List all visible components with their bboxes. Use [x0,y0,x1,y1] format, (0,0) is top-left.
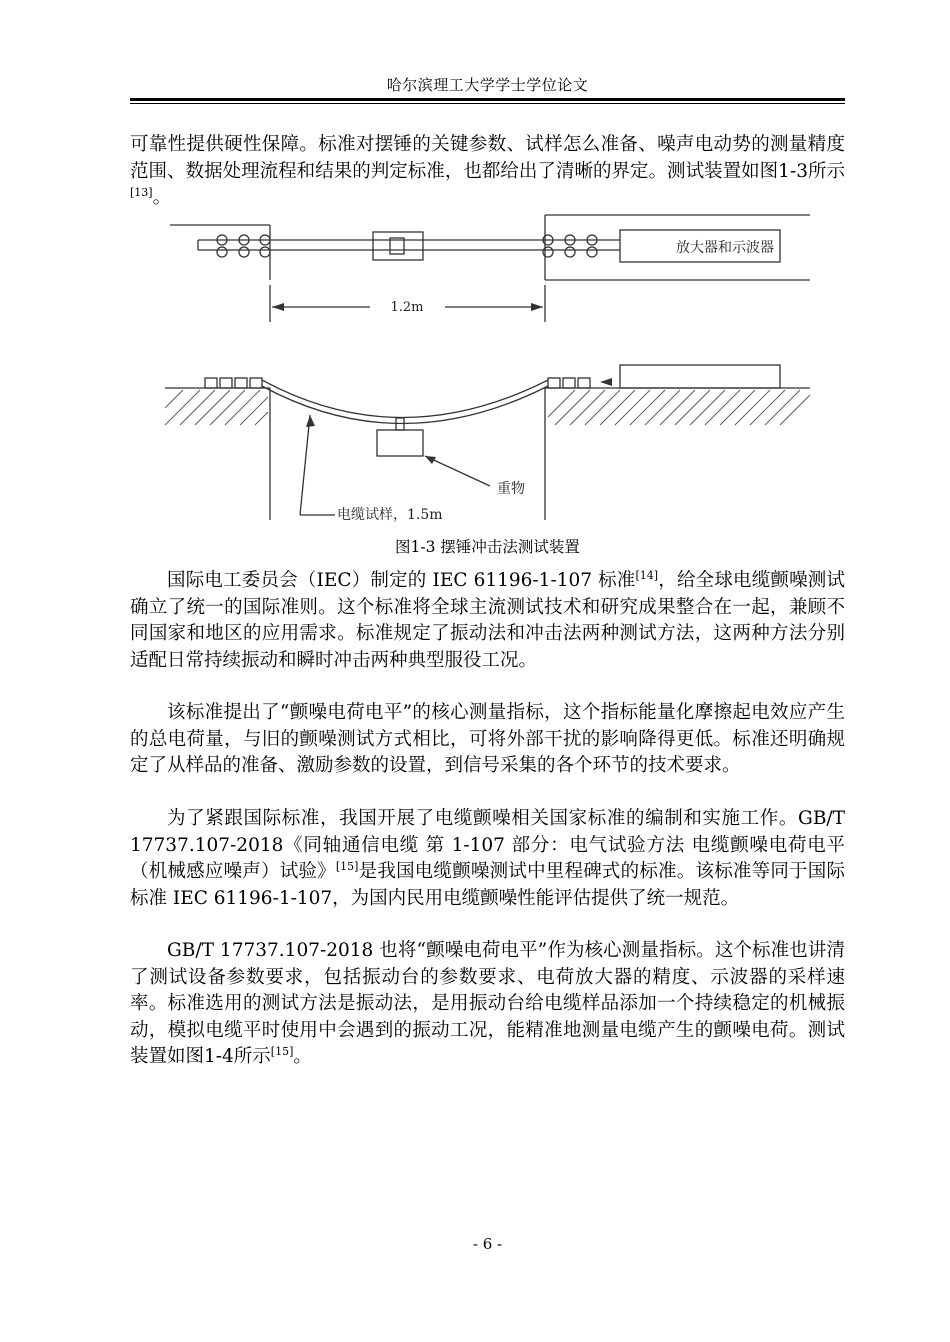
test-apparatus-figure [160,210,825,530]
header-rule-thin [130,103,845,104]
citation-15: [15] [335,859,359,873]
running-header: 哈尔滨理工大学学士学位论文 [386,76,589,94]
page-number: - 6 - [472,1235,503,1253]
citation-14: [14] [635,568,659,582]
paragraph-2 [130,568,845,674]
citation-15-b: [15] [270,1044,294,1058]
cable-label: 电缆试样，1.5m [337,507,443,523]
paragraph-4-text: 为了紧跟国际标准，我国开展了电缆颤噪相关国家标准的编制和实施工作。GB/T 17737.107-2018《同轴通信电缆 第 1-107 部分：电气试验方法 电缆颤噪电荷电平（机械感应噪声）试验》 [130,808,845,882]
citation-13: [13] [130,185,153,199]
distance-label: 1.2m [390,300,424,315]
paragraph-3 [130,700,845,780]
paragraph-2-tail: ，给全球电缆颤噪测试确立了统一的国际准则。这个标准将全球主流测试技术和研究成果整合在一起，兼顾不同国家和地区的应用需求。标准规定了振动法和冲击法两种测试方法，这两种方法分别适配日常持续振动和瞬时冲击两种典型服役工况。 [130,570,845,671]
paragraph-5-text: GB/T 17737.107-2018 也将“颤噪电荷电平”作为核心测量指标。这个标准也讲清了测试设备参数要求，包括振动台的参数要求、电荷放大器的精度、示波器的采样速率。标准选用的测试方法是振动法，是用振动台给电缆样品添加一个持续稳定的机械振动，模拟电缆平时使用中会遇到的振动工况，能精准地测量电缆产生的颤噪电荷。测试装置如图1-4所示 [130,940,845,1067]
paragraph-5 [130,938,845,1071]
amplifier-label: 放大器和示波器 [676,240,774,256]
paragraph-1 [130,132,845,212]
header-rule-thick [130,98,845,101]
paragraph-1-tail: 。 [152,187,172,208]
paragraph-4 [130,806,845,912]
weight-label: 重物 [497,481,525,497]
paragraph-4-tail: 是我国电缆颤噪测试中里程碑式的标准。该标准等同于国际标准 IEC 61196-1-107，为国内民用电缆颤噪性能评估提供了统一规范。 [130,861,845,909]
paragraph-5-tail: 。 [293,1046,312,1067]
paragraph-3-text: 该标准提出了“颤噪电荷电平”的核心测量指标，这个指标能量化摩擦起电效应产生的总电荷量，与旧的颤噪测试方式相比，可将外部干扰的影响降得更低。标准还明确规定了从样品的准备、激励参数的设置，到信号采集的各个环节的技术要求。 [130,702,845,776]
paragraph-2-text: 国际电工委员会（IEC）制定的 IEC 61196-1-107 标准 [167,570,636,591]
paragraph-1-text: 可靠性提供硬性保障。标准对摆锤的关键参数、试样怎么准备、噪声电动势的测量精度范围、数据处理流程和结果的判定标准，也都给出了清晰的界定。测试装置如图1-3所示 [130,134,845,182]
figure-caption: 图1-3 摆锤冲击法测试装置 [395,538,580,556]
